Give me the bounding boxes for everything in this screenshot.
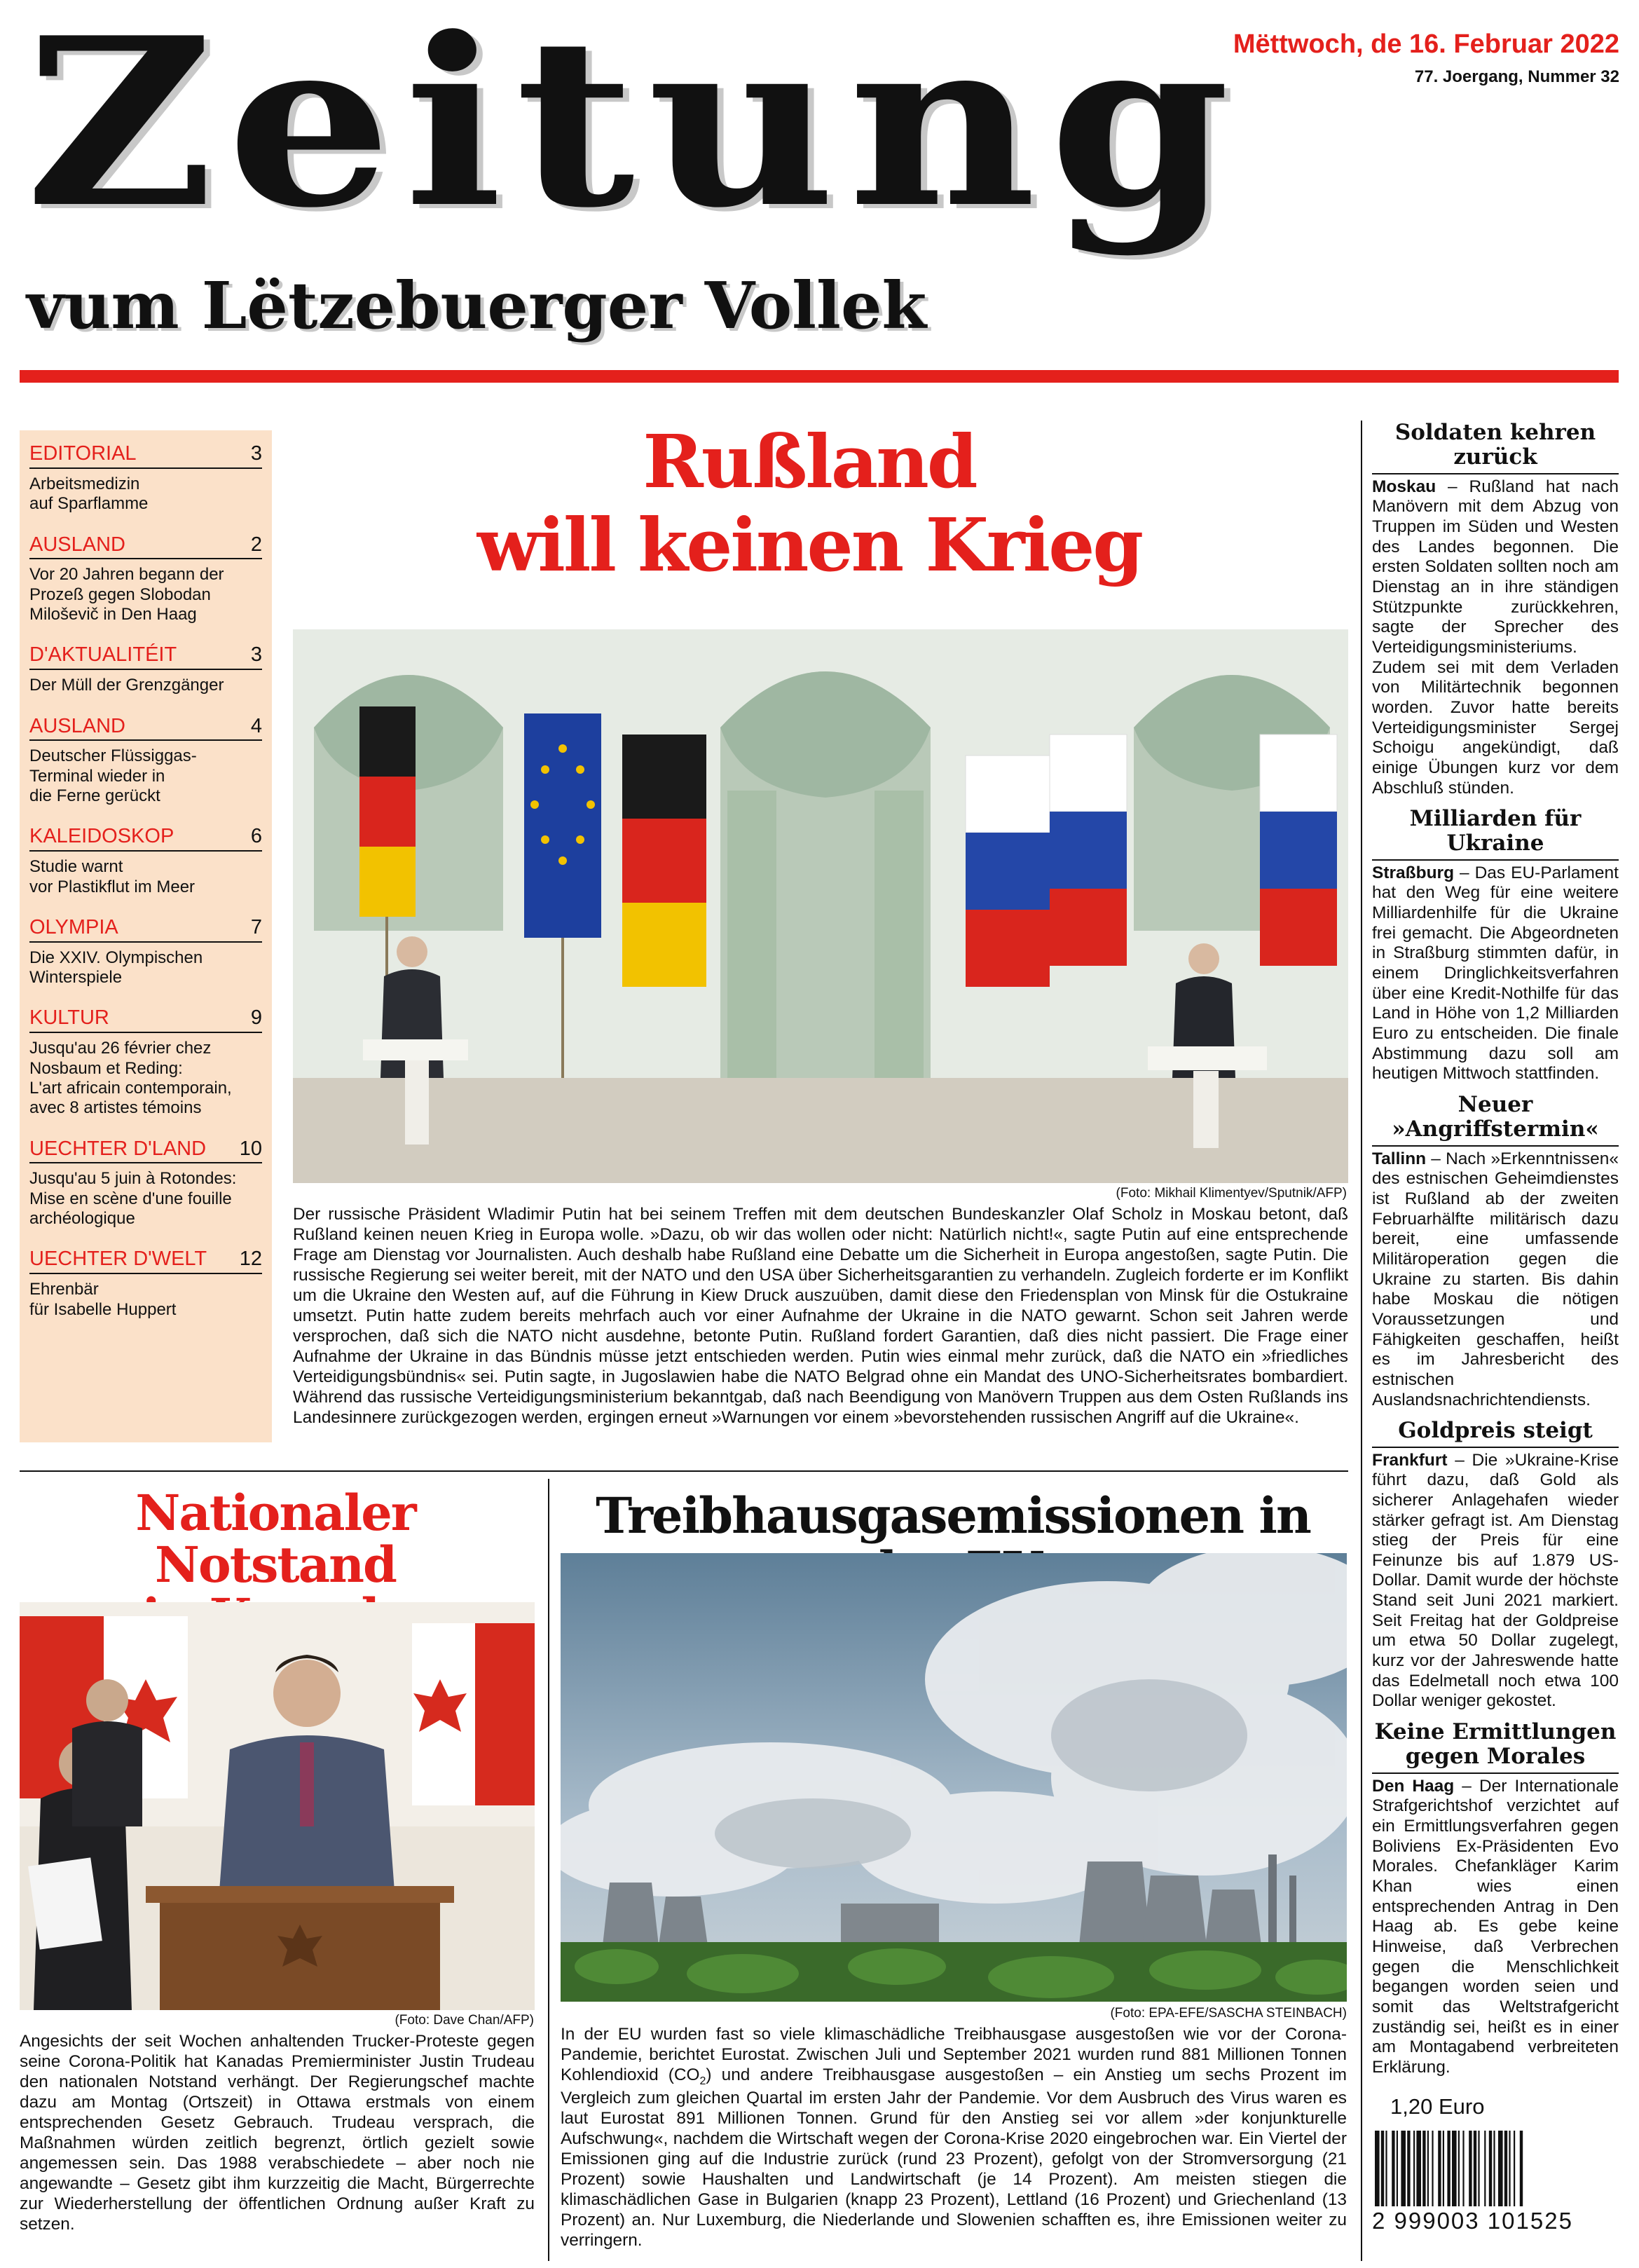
barcode-bar [1422, 2131, 1425, 2206]
barcode-number: 2 999003 101525 [1372, 2208, 1573, 2234]
toc-section-header [29, 917, 262, 943]
toc-entry[interactable] [29, 644, 262, 695]
power-plant-photo [561, 1553, 1347, 2002]
table-of-contents [20, 430, 272, 1442]
toc-section-name: OLYMPIA [29, 915, 118, 938]
barcode-bar [1509, 2131, 1510, 2206]
toc-page-number: 2 [250, 533, 262, 556]
news-brief-text [1372, 863, 1619, 1084]
barcode-bar [1493, 2131, 1495, 2206]
canada-article-body: Angesichts der seit Wochen anhaltenden Trucker-Proteste gegen seine Corona-Politik hat Kanadas Premierminister Justin Trudeau den nationalen Notstand verhängt. Der Regierungschef machte dazu am Montag (Ortszeit) in Ottawa erstmals von einem entsprechenden Gesetz Gebrauch. Trudeau versprach, die Maßnahmen würden zeitlich begrenzt, örtlich gezielt sowie angemessen sein. Das 1988 verabschiedete – aber noch nie angewandte – Gesetz gibt ihm kurzzeitig die Macht, Bürgerrechte zur Wiederherstellung der öffentlichen Ordnung außer Kraft zu setzen. [20, 2032, 535, 2234]
toc-page-number: 10 [239, 1137, 262, 1160]
toc-entry[interactable] [29, 917, 262, 988]
news-brief-body: – Nach »Erkenntnissen« des estnischen Geheimdienstes ist Rußland ab der zweiten Februarhälfte militärisch dazu bereit, eine umfassende Militäroperation gegen die Ukraine zu starten. Bis dahin habe Moskau die nötigen Voraussetzungen und Fähigkeiten geschaffen, heißt es im Jahresbericht des estnischen Auslandsnachrichtendiensts. [1372, 1149, 1619, 1409]
eu-body-text: ) und andere Treibhausgase ausgestoßen – ein Anstieg um sechs Prozent im Vergleich zum gleichen Quartal im ersten Jahr der Pandemie. Vor dem Ausbruch des Virus waren es laut Eurostat 891 Millionen Tonnen. Grund für den Anstieg sei vor allem »der konjunkturelle Aufschwung«, nachdem die Wirtschaft wegen der Corona-Krise 2020 eingebrochen war. Ein Viertel der Emissionen ging auf die Industrie zurück (rund 23 Prozent), gefolgt von der Stromversorgung (21 Prozent) sowie Haushalten und Landwirtschaft (je 14 Prozent). Am meisten stiegen die klimaschädlichen Gase in Bulgarien (knapp 23 Prozent), Lettland (16 Prozent) und Griechenland (13 Prozent) an. Nur Luxemburg, die Niederlande und Slowenien schafften es, ihre Emissionen weiter zu verringern. [561, 2065, 1347, 2250]
news-brief-dateline: Frankfurt [1372, 1450, 1448, 1470]
barcode-bar [1392, 2131, 1394, 2206]
sidebar-divider [1361, 421, 1362, 2261]
barcode-bar [1401, 2131, 1406, 2206]
issue-number: 77. Joergang, Nummer 32 [1414, 67, 1619, 86]
price: 1,20 Euro [1390, 2094, 1485, 2119]
toc-section-name: KALEIDOSKOP [29, 825, 174, 848]
news-brief-body: – Der Internationale Strafgerichtshof verzichtet auf ein Ermittlungsverfahren gegen Boliviens Ex-Präsidenten Evo Morales. Chefankläger Karim Khan wies einen entsprechenden Antrag in Den Haag ab. Es gebe keine Hinweise, daß Verbrechen gegen die Menschlichkeit begangen worden seien und somit das Weltstrafgericht zuständig sei, heißt es in einer am Montagabend verbreiteten Erklärung. [1372, 1776, 1619, 2077]
barcode-bar [1443, 2131, 1444, 2206]
column-divider [548, 1479, 549, 2261]
toc-page-number: 12 [239, 1248, 262, 1271]
barcode-bar [1469, 2131, 1472, 2206]
putin-scholz-press-photo [293, 629, 1348, 1183]
barcode-bar [1498, 2131, 1503, 2206]
news-brief[interactable] [1372, 1419, 1619, 1712]
toc-teaser: Vor 20 Jahren begann der Prozeß gegen Slobodan Miloševič in Den Haag [29, 565, 224, 624]
toc-page-number: 7 [250, 915, 262, 938]
canada-photo[interactable] [20, 1602, 535, 2010]
toc-page-number: 6 [250, 825, 262, 848]
barcode-bar [1520, 2131, 1523, 2206]
barcode-bar [1438, 2131, 1441, 2206]
news-brief-column [1372, 421, 1619, 2086]
toc-entry[interactable] [29, 716, 262, 807]
eu-emissions-photo[interactable] [561, 1553, 1347, 2002]
barcode-bar [1489, 2131, 1492, 2206]
trudeau-press-photo [20, 1602, 535, 2010]
news-brief[interactable] [1372, 1093, 1619, 1410]
news-brief-text [1372, 1777, 1619, 2078]
barcode-bar [1416, 2131, 1421, 2206]
section-divider [20, 1470, 1348, 1472]
news-brief-text [1372, 477, 1619, 799]
barcode-bar [1381, 2131, 1384, 2206]
news-brief-headline: Soldaten kehren zurück [1372, 421, 1619, 474]
toc-teaser: Arbeitsmedizin auf Sparflamme [29, 474, 149, 514]
news-brief-headline: Milliarden für Ukraine [1372, 807, 1619, 861]
toc-entry[interactable] [29, 1007, 262, 1118]
barcode-bar [1484, 2131, 1486, 2206]
barcode-bar [1375, 2131, 1380, 2206]
toc-teaser: Jusqu'au 5 juin à Rotondes: Mise en scène d'une fouille archéologique [29, 1169, 237, 1229]
news-brief-body: – Die »Ukraine-Krise führt dazu, daß Gold als sicherer Anlagehafen wieder stärker gefragt ist. Am Dienstag stieg der Preis für eine Feinunze bis auf 1.879 US-Dollar. Damit wurde der höchste Stand seit Juni 2021 markiert. Seit Freitag hat der Goldpreise um etwa 50 Dollar zugelegt, kurz vor der Jahreswende hatte das Edelmetall noch etwa 100 Dollar weniger gekostet. [1372, 1450, 1619, 1711]
toc-section-header [29, 443, 262, 469]
toc-section-name: D'AKTUALITÉIT [29, 643, 177, 667]
lead-article-body: Der russische Präsident Wladimir Putin hat bei seinem Treffen mit dem deutschen Bundeskanzler Olaf Scholz in Moskau betont, daß Rußland keinen neuen Krieg in Europa wolle. »Dazu, ob wir das wollen oder nicht: Natürlich nicht!«, sagte Putin auf eine entsprechende Frage am Dienstag vor Journalisten. Auch deshalb habe Rußland eine Debatte um die Sicherheit in Europa angestoßen, sagte Putin. Die russische Regierung sei weiter bereit, mit der NATO und den USA über Sicherheitsgarantien zu verhandeln. Zugleich forderte er im Konflikt um die Ukraine den Westen auf, auf die Führung in Kiew Druck auszuüben, damit diese den Friedensplan von Minsk für die Ostukraine umsetzt. Putin hatte zudem bereits mehrfach auch vor einer Aufnahme der Ukraine in die NATO gewarnt. Schon seit Jahren werde versprochen, daß sich die NATO nicht ausdehne, betonte Putin. Rußland fordert Garantien, daß dies nicht passiert. Die Frage einer Aufnahme der Ukraine in das Bündnis müsse jetzt entschieden werden. Putin wies einmal mehr zurück, daß die NATO ein »friedliches Verteidigungsbündnis« sei. Putin sagte, in Jugoslawien habe die NATO Belgrad ohne ein Mandat des UNO-Sicherheitsrates bombardiert. Während das russische Verteidigungsministerium bekanntgab, daß nach Beendigung von Manövern Truppen aus dem Osten Rußlands ins Landesinnere zurückgezogen werden, ergingen erneut »Warnungen vor einem »bevorstehenden russischen Angriff auf die Ukraine«. [293, 1205, 1348, 1428]
news-brief-dateline: Straßburg [1372, 863, 1455, 882]
barcode-bar [1478, 2131, 1479, 2206]
toc-section-name: UECHTER D'LAND [29, 1137, 207, 1160]
toc-section-name: EDITORIAL [29, 442, 137, 465]
barcode-bar [1397, 2131, 1398, 2206]
toc-section-header [29, 1138, 262, 1164]
toc-entry[interactable] [29, 1138, 262, 1229]
news-brief-dateline: Tallinn [1372, 1149, 1427, 1168]
canada-headline-line: Nationaler Notstand [135, 1484, 416, 1594]
masthead-subtitle: vum Lëtzebuerger Vollek [27, 268, 927, 343]
barcode-bar [1413, 2131, 1415, 2206]
news-brief[interactable] [1372, 807, 1619, 1084]
masthead-rule [20, 370, 1619, 383]
masthead-title: Zeitung [25, 0, 1243, 259]
canada-photo-credit: (Foto: Dave Chan/AFP) [395, 2013, 534, 2028]
barcode-bar [1427, 2131, 1429, 2206]
toc-section-header [29, 1248, 262, 1274]
toc-teaser: Jusqu'au 26 février chez Nosbaum et Reding: L'art africain contemporain, avec 8 artistes témoins [29, 1039, 232, 1118]
toc-page-number: 4 [250, 714, 262, 737]
eu-photo-credit: (Foto: EPA-EFE/SASCHA STEINBACH) [1110, 2006, 1347, 2021]
news-brief-body: – Rußland hat nach Manövern mit dem Abzug von Truppen im Süden und Westen des Landes begonnen. Die ersten Soldaten sollten noch am Dienstag an in ihre ständigen Stützpunkte zurückkehren, sagte der Sprecher des Verteidigungsministeriums. Zudem sei mit dem Verladen von Militärtechnik begonnen worden. Zuvor hatte bereits Verteidigungsminister Sergej Schoigu angekündigt, daß einige Übungen kurz vor dem Abschluß stünden. [1372, 477, 1619, 798]
toc-entry[interactable] [29, 826, 262, 897]
issue-date: Mëttwoch, de 16. Februar 2022 [1233, 29, 1619, 59]
lead-headline-line: Rußland [643, 418, 976, 505]
toc-section-header [29, 826, 262, 852]
toc-entry[interactable] [29, 1248, 262, 1320]
news-brief-body: – Das EU-Parlament hat den Weg für eine weitere Milliardenhilfe für die Ukraine frei gemacht. Die Abgeordneten in Straßburg stimmten dafür, in einem Dringlichkeitsverfahren über eine Kredit-Nothilfe für das Land in Höhe von 1,2 Milliarden Euro zu entscheiden. Die finale Abstimmung dazu soll am heutigen Mittwoch stattfinden. [1372, 863, 1619, 1084]
news-brief-text [1372, 1149, 1619, 1411]
toc-teaser: Ehrenbär für Isabelle Huppert [29, 1280, 177, 1319]
toc-teaser: Deutscher Flüssiggas- Terminal wieder in die Ferne gerückt [29, 746, 197, 806]
toc-section-header [29, 1007, 262, 1033]
barcode-bar [1447, 2131, 1450, 2206]
barcode-bar [1432, 2131, 1433, 2206]
toc-page-number: 3 [250, 643, 262, 667]
toc-section-name: UECHTER D'WELT [29, 1248, 207, 1271]
barcode-bar [1474, 2131, 1476, 2206]
news-brief[interactable] [1372, 421, 1619, 798]
eu-headline[interactable]: Treibhausgasemissionen in [596, 1487, 1310, 1545]
toc-section-header [29, 716, 262, 742]
toc-page-number: 9 [250, 1006, 262, 1030]
toc-entry[interactable] [29, 443, 262, 514]
toc-page-number: 3 [250, 442, 262, 465]
lead-photo[interactable] [293, 629, 1348, 1183]
lead-headline-line: will keinen Krieg [476, 501, 1142, 588]
lead-headline[interactable] [294, 418, 1324, 588]
news-brief-text [1372, 1451, 1619, 1712]
toc-entry[interactable] [29, 534, 262, 625]
news-brief-dateline: Den Haag [1372, 1776, 1455, 1796]
barcode-bar [1462, 2131, 1464, 2206]
barcode-bar [1458, 2131, 1460, 2206]
news-brief-headline: Keine Ermittlungen gegen Morales [1372, 1720, 1619, 1774]
barcode-bar [1407, 2131, 1410, 2206]
toc-section-name: KULTUR [29, 1006, 109, 1030]
barcode-bar [1385, 2131, 1387, 2206]
toc-section-name: AUSLAND [29, 533, 125, 556]
eu-article-body [561, 2024, 1347, 2261]
toc-section-name: AUSLAND [29, 714, 125, 737]
news-brief[interactable] [1372, 1720, 1619, 2078]
toc-section-header [29, 534, 262, 560]
news-brief-dateline: Moskau [1372, 477, 1436, 496]
barcode-bar [1514, 2131, 1515, 2206]
eu-body-text: In der EU wurden fast so viele klimaschädliche Treibhausgase ausgestoßen wie vor der Corona-Pandemie, berichtet Eurostat. Zwischen Juli und September 2021 wurden rund 881 Millionen Tonnen Kohlendioxid (CO [561, 2025, 1347, 2085]
news-brief-headline: Neuer »Angriffstermin« [1372, 1093, 1619, 1147]
news-brief-headline: Goldpreis steigt [1372, 1419, 1619, 1447]
lead-photo-credit: (Foto: Mikhail Klimentyev/Sputnik/AFP) [1116, 1186, 1347, 1201]
toc-teaser: Die XXIV. Olympischen Winterspiele [29, 948, 203, 988]
toc-teaser: Studie warnt vor Plastikflut im Meer [29, 857, 196, 896]
eu-body-subscript: 2 [699, 2075, 706, 2087]
barcode-bar [1452, 2131, 1457, 2206]
toc-section-header [29, 644, 262, 670]
barcode-bar [1504, 2131, 1507, 2206]
toc-teaser: Der Müll der Grenzgänger [29, 676, 224, 695]
